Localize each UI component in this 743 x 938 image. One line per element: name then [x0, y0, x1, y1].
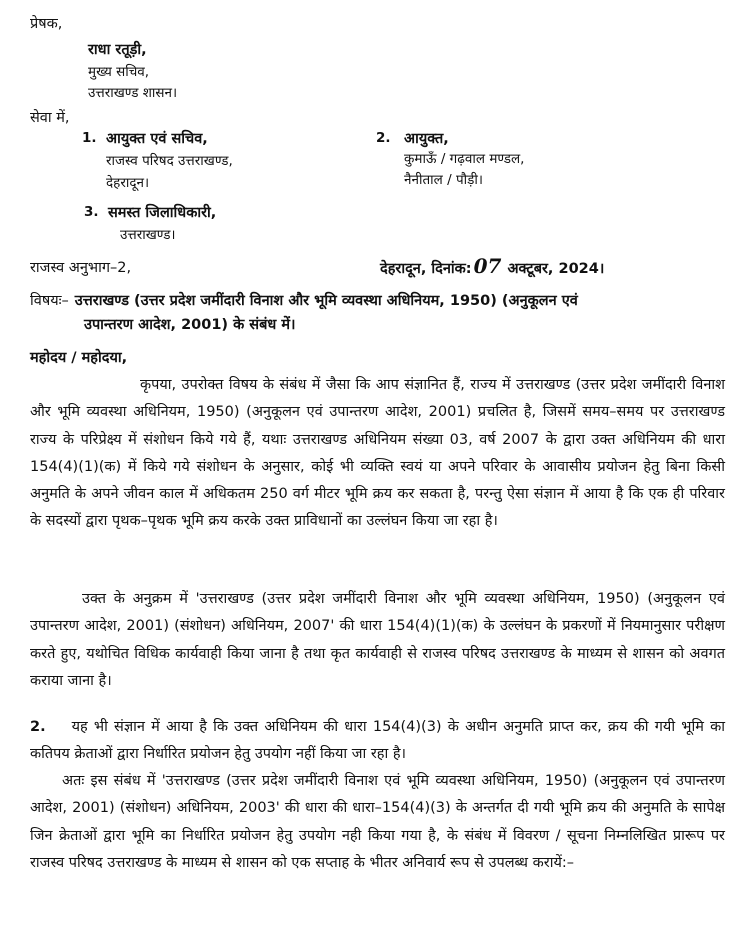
subject-label: विषयः– [30, 293, 69, 309]
paragraph-3-number: 2. [30, 719, 46, 735]
recipient-1-line1: राजस्व परिषद उत्तराखण्ड, [106, 153, 233, 169]
recipient-2-title: आयुक्त, [404, 131, 449, 147]
recipient-2-line2: नैनीताल / पौड़ी। [404, 172, 483, 188]
recipient-1-num: 1. [82, 130, 97, 146]
paragraph-4: अतः इस संबंध में 'उत्तराखण्ड (उत्तर प्रदेश जमींदारी विनाश एवं भूमि व्यवस्था अधिनियम, 1950) (अनुकूलन एवं उपान्तरण आदेश, 2001) (संशोधन) अधिनियम, 2003' की धारा की धारा–154(4)(3) के अन्तर्गत दी गयी भूमि क्रय की अनुमति के सापेक्ष जिन क्रेताओं द्वारा भूमि का निर्धारित प्रयोजन हेतु उपयोग नही किया गया है, के संबंध में विवरण / सूचना निम्नलिखित प्रारूप पर राजस्व परिषद उत्तराखण्ड के माध्यम से शासन को एक सप्ताह के भीतर अनिवार्य रूप से उपलब्ध करायें:– [30, 773, 725, 871]
sender-designation: मुख्य सचिव, [88, 64, 150, 80]
recipient-3-line1: उत्तराखण्ड। [120, 227, 176, 243]
date-prefix: देहरादून, दिनांक: [380, 261, 472, 277]
recipients-label: सेवा में, [30, 110, 70, 126]
sender-office: उत्तराखण्ड शासन। [88, 85, 178, 101]
letter-date [380, 254, 604, 278]
sender-name: राधा रतूड़ी, [88, 42, 147, 58]
subject-text: उत्तराखण्ड (उत्तर प्रदेश जमींदारी विनाश और भूमि व्यवस्था अधिनियम, 1950) (अनुकूलन एवं [74, 293, 578, 309]
recipient-3-num: 3. [84, 204, 99, 220]
section-label: राजस्व अनुभाग–2, [30, 260, 132, 276]
subject-line-2: उपान्तरण आदेश, 2001) के संबंध में। [84, 317, 296, 333]
recipient-2-line1: कुमाऊँ / गढ़वाल मण्डल, [404, 151, 525, 167]
subject-line-1 [30, 290, 578, 310]
paragraph-3-text: यह भी संज्ञान में आया है कि उक्त अधिनियम की धारा 154(4)(3) के अधीन अनुमति प्राप्त कर, क्रय की गयी भूमि का कतिपय क्रेताओं द्वारा निर्धारित प्रयोजन हेतु उपयोग नहीं किया जा रहा है। [30, 719, 725, 763]
salutation: महोदय / महोदया, [30, 350, 128, 366]
paragraph-2: उक्त के अनुक्रम में 'उत्तराखण्ड (उत्तर प्रदेश जमींदारी विनाश और भूमि व्यवस्था अधिनियम, 1950) (अनुकूलन एवं उपान्तरण आदेश, 2001) (संशोधन) अधिनियम, 2007' की धारा 154(4)(1)(क) के उल्लंघन के प्रकरणों में नियमानुसार परीक्षण करते हुए, यथोचित विधिक कार्यवाही किया जाना है तथा कृत कार्यवाही से राजस्व परिषद उत्तराखण्ड के माध्यम से शासन को अवगत कराया जाना है। [30, 591, 725, 689]
sender-label: प्रेषक, [30, 16, 63, 32]
recipient-1-title: आयुक्त एवं सचिव, [106, 131, 208, 147]
recipient-2-num: 2. [376, 130, 391, 146]
recipient-1-line2: देहरादून। [106, 175, 150, 191]
recipient-3-title: समस्त जिलाधिकारी, [108, 205, 217, 221]
date-day-handwritten: 07 [473, 254, 502, 278]
paragraph-3 [30, 714, 725, 769]
paragraph-1: कृपया, उपरोक्त विषय के संबंध में जैसा कि आप संज्ञानित हैं, राज्य में उत्तराखण्ड (उत्तर प्रदेश जमींदारी विनाश और भूमि व्यवस्था अधिनियम, 1950) (अनुकूलन एवं उपान्तरण आदेश, 2001) प्रचलित है, जिसमें समय–समय पर उत्तराखण्ड राज्य के परिप्रेक्ष्य में संशोधन किये गये हैं, यथाः उत्तराखण्ड अधिनियम संख्या 03, वर्ष 2007 के द्वारा उक्त अधिनियम की धारा 154(4)(1)(क) में किये गये संशोधन के अनुसार, कोई भी व्यक्ति स्वयं या अपने परिवार के आवासीय प्रयोजन हेतु बिना किसी अनुमति के अपने जीवन काल में अधिकतम 250 वर्ग मीटर भूमि क्रय कर सकता है, परन्तु ऐसा संज्ञान में आया है कि एक ही परिवार के सदस्यों द्वारा पृथक–पृथक भूमि क्रय करके उक्त प्राविधानों का उल्लंघन किया जा रहा है। [30, 377, 725, 530]
date-suffix: अक्टूबर, 2024। [507, 261, 605, 277]
